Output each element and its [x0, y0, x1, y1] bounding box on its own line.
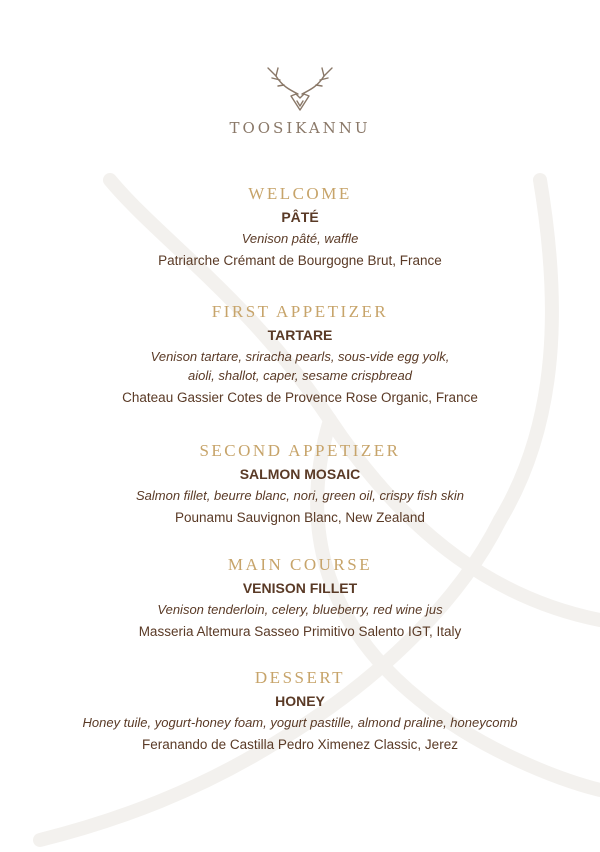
dish-description: Venison tenderloin, celery, blueberry, red wine jus [157, 602, 443, 617]
course-welcome [0, 184, 600, 270]
wine-pairing: Feranando de Castilla Pedro Ximenez Classic, Jerez [142, 737, 458, 752]
dish-name: HONEY [275, 693, 325, 709]
dish-description: Salmon fillet, beurre blanc, nori, green oil, crispy fish skin [135, 488, 465, 503]
dish-description: Venison pâté, waffle [241, 231, 359, 246]
dish-name: TARTARE [267, 327, 333, 343]
section-title: SECOND APPETIZER [199, 441, 401, 460]
dish-name: SALMON MOSAIC [239, 466, 361, 482]
section-title: FIRST APPETIZER [211, 302, 389, 321]
dish-description: Honey tuile, yogurt-honey foam, yogurt pastille, almond praline, honeycomb [82, 715, 518, 730]
course-main [0, 555, 600, 641]
course-first-appetizer [0, 302, 600, 407]
dish-name: PÂTÉ [281, 209, 319, 225]
dish-name: VENISON FILLET [242, 580, 358, 596]
deer-antlers-icon [260, 64, 340, 114]
wine-pairing: Pounamu Sauvignon Blanc, New Zealand [175, 510, 425, 525]
wine-pairing: Patriarche Crémant de Bourgogne Brut, France [158, 253, 442, 268]
course-second-appetizer [0, 441, 600, 527]
brand-name: TOOSIKANNU [229, 119, 371, 137]
wine-pairing: Masseria Altemura Sasseo Primitivo Salento IGT, Italy [138, 624, 462, 639]
section-title: WELCOME [248, 184, 352, 203]
course-dessert [0, 668, 600, 754]
section-title: DESSERT [254, 668, 346, 687]
wine-pairing: Chateau Gassier Cotes de Provence Rose Organic, France [122, 390, 478, 405]
dish-description: Venison tartare, sriracha pearls, sous-vide egg yolk, aioli, shallot, caper, sesame crispbread [150, 349, 450, 383]
section-title: MAIN COURSE [227, 555, 373, 574]
